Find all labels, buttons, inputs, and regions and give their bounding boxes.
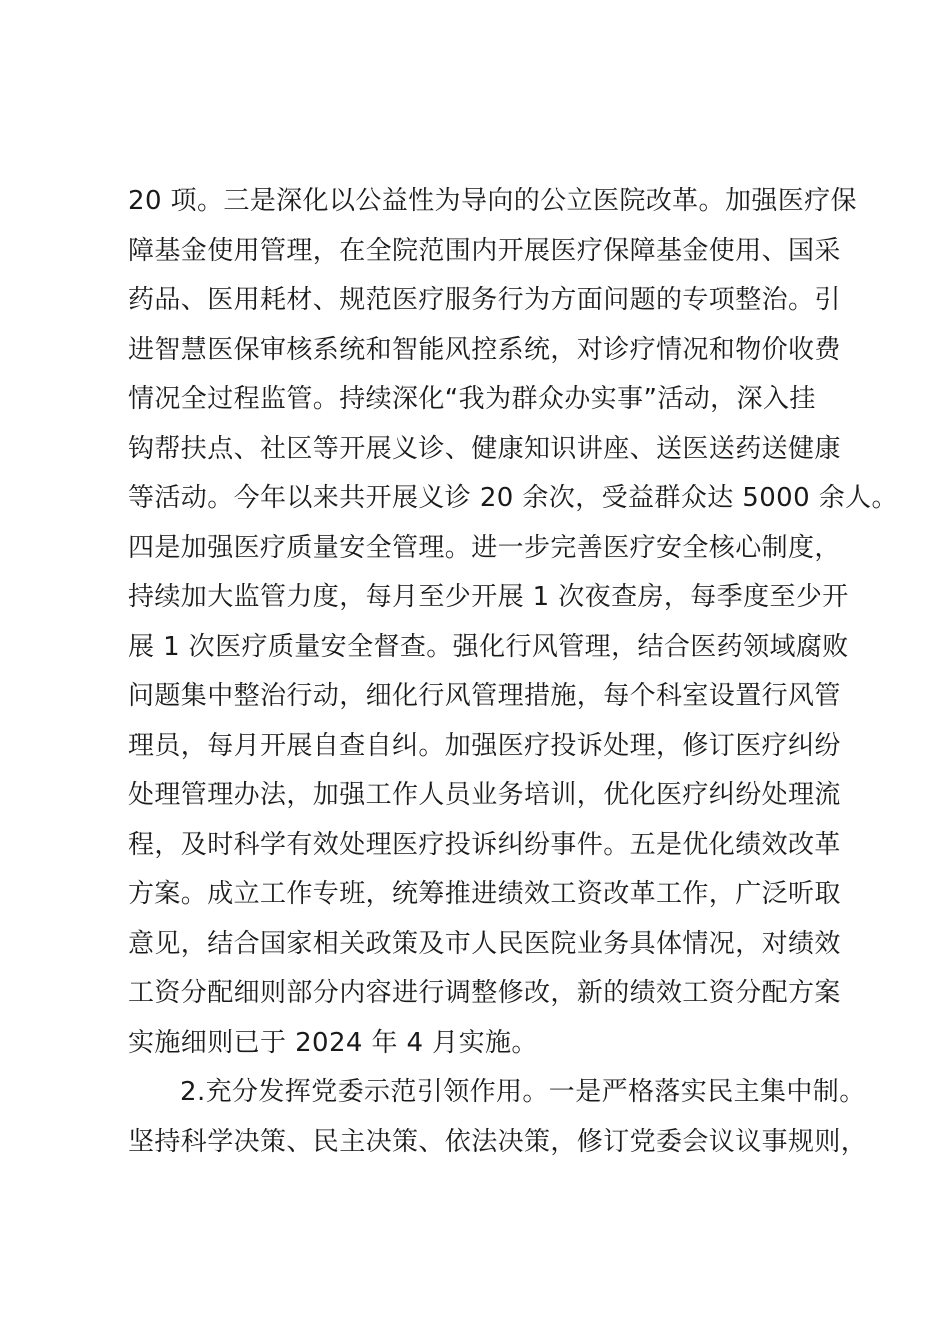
text-line: 工资分配细则部分内容进行调整修改，新的绩效工资分配方案 [128, 978, 841, 1008]
text-line: 等活动。今年以来共开展义诊 20 余次，受益群众达 5000 余人。 [128, 483, 898, 513]
text-line: 四是加强医疗质量安全管理。进一步完善医疗安全核心制度， [128, 532, 841, 563]
text-line: 药品、医用耗材、规范医疗服务行为方面问题的专项整治。引 [128, 285, 841, 315]
paragraph-start-line: 2.充分发挥党委示范引领作用。一是严格落实民主集中制。 [180, 1077, 866, 1107]
text-line: 意见，结合国家相关政策及市人民医院业务具体情况，对绩效 [128, 928, 841, 959]
text-line: 20 项。三是深化以公益性为导向的公立医院改革。加强医疗保 [128, 186, 857, 216]
text-line: 展 1 次医疗质量安全督查。强化行风管理，结合医药领域腐败 [128, 631, 849, 662]
text-line: 持续加大监管力度，每月至少开展 1 次夜查房，每季度至少开 [128, 582, 849, 612]
text-line: 处理管理办法，加强工作人员业务培训，优化医疗纠纷处理流 [128, 780, 841, 810]
text-line: 情况全过程监管。持续深化“我为群众办实事”活动，深入挂 [128, 384, 816, 414]
text-line: 实施细则已于 2024 年 4 月实施。 [128, 1027, 538, 1058]
text-line: 钩帮扶点、社区等开展义诊、健康知识讲座、送医送药送健康 [128, 433, 841, 464]
text-line: 进智慧医保审核系统和智能风控系统，对诊疗情况和物价收费 [128, 334, 841, 365]
text-line: 问题集中整治行动，细化行风管理措施，每个科室设置行风管 [128, 681, 841, 711]
text-line: 障基金使用管理，在全院范围内开展医疗保障基金使用、国采 [128, 235, 841, 266]
body-text [128, 177, 898, 1167]
text-line: 方案。成立工作专班，统筹推进绩效工资改革工作，广泛听取 [128, 879, 841, 909]
text-line: 理员，每月开展自查自纠。加强医疗投诉处理，修订医疗纠纷 [128, 730, 841, 761]
text-line: 程，及时科学有效处理医疗投诉纠纷事件。五是优化绩效改革 [128, 829, 841, 860]
text-line: 坚持科学决策、民主决策、依法决策，修订党委会议议事规则， [128, 1126, 868, 1157]
